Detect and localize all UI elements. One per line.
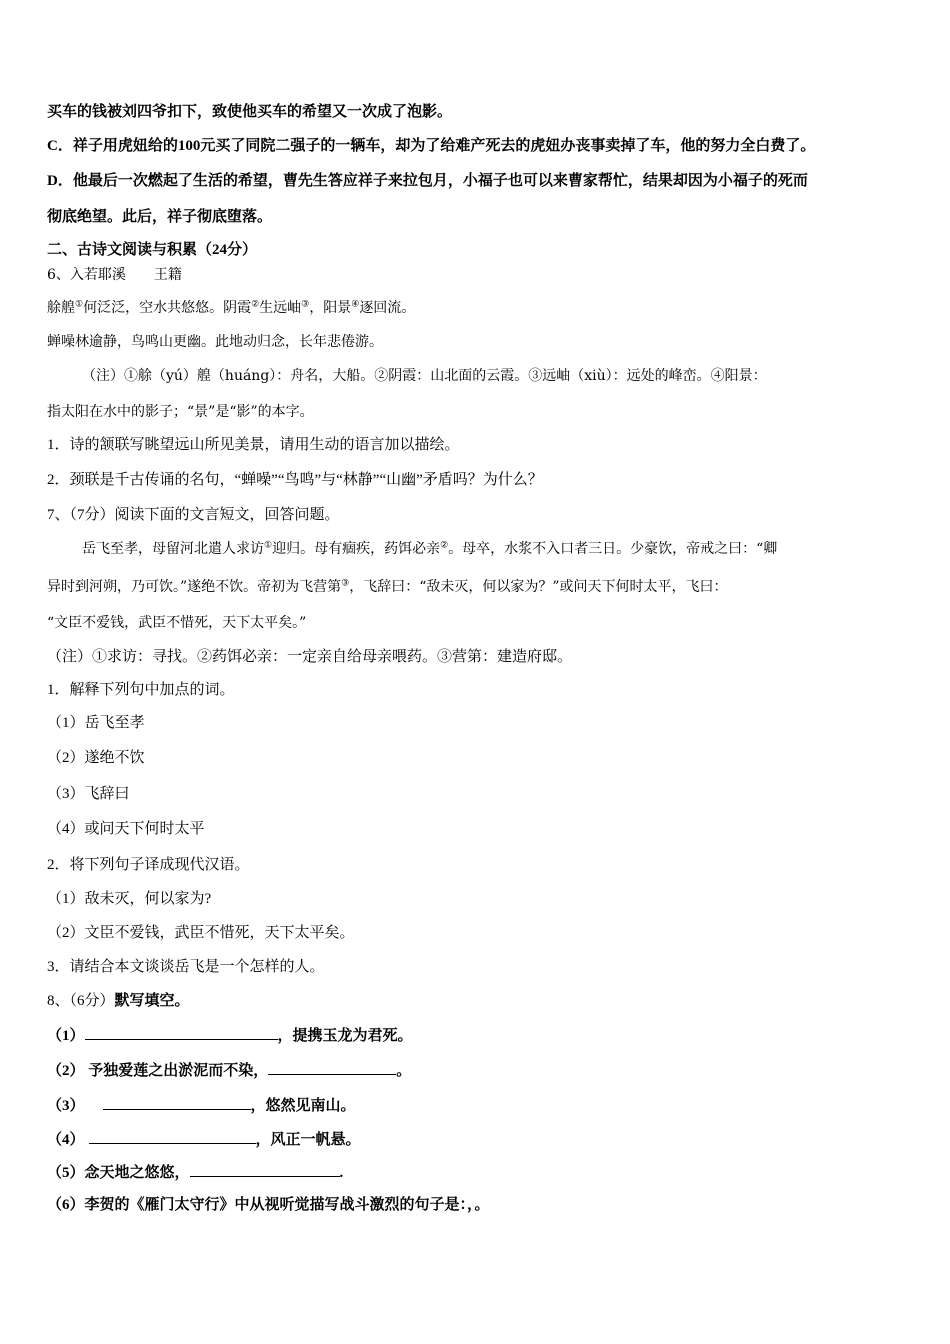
q7-title: 7、（7分）阅读下面的文言短文，回答问题。: [47, 507, 340, 523]
q6-question1: 1．诗的颔联写眺望远山所见美景，请用生动的语言加以描绘。: [47, 437, 460, 453]
q7-q1-item: （1）岳飞至孝: [47, 715, 145, 731]
q8-item1: （1） ，提携玉龙为君死。: [47, 1024, 413, 1046]
q7-passage-line1: 岳飞至孝，母留河北遣人求访①迎归。母有痼疾，药饵必亲②。母卒，水浆不入口者三日。少豪饮，帝戒之曰：“卿: [82, 540, 778, 557]
q7-question1: 1．解释下列句中加点的词。: [47, 682, 235, 698]
q6-question2: 2．颈联是千古传诵的名句，“蝉噪”“鸟鸣”与“林静”“山幽”矛盾吗？为什么？: [47, 472, 543, 488]
q8-item3: （3） ，悠然见南山。: [47, 1094, 356, 1116]
q7-q1-item: （4）或问天下何时太平: [47, 821, 205, 837]
q6-poem-line1: 艅艎①何泛泛，空水共悠悠。阴霞②生远岫③，阳景④逐回流。: [47, 299, 416, 316]
answer-blank[interactable]: [190, 1161, 340, 1177]
q7-question2: 2．将下列句子译成现代汉语。: [47, 857, 250, 873]
q7-q1-item: （3）飞辞曰: [47, 786, 130, 802]
option-d-line2: 彻底绝望。此后，祥子彻底堕落。: [47, 209, 273, 225]
option-d-line1: D．他最后一次燃起了生活的希望，曹先生答应祥子来拉包月，小福子也可以来曹家帮忙，结果却因为小福子的死而: [47, 173, 808, 189]
q7-q2-item: （1）敌未灭，何以家为?: [47, 891, 212, 907]
answer-blank[interactable]: [89, 1128, 256, 1144]
q8-item2: （2） 予独爱莲之出淤泥而不染， 。: [47, 1059, 411, 1081]
answer-blank[interactable]: [268, 1059, 396, 1075]
option-b-continuation: 买车的钱被刘四爷扣下，致使他买车的希望又一次成了泡影。: [47, 104, 453, 120]
q7-question3: 3．请结合本文谈谈岳飞是一个怎样的人。: [47, 959, 325, 975]
q8-title: 8、（6分）默写填空。: [47, 993, 190, 1009]
q8-item4: （4） ，风正一帆悬。: [47, 1128, 361, 1150]
q6-title: 6、入若耶溪 王籍: [47, 267, 182, 283]
option-c: C．祥子用虎妞给的100元买了同院二强子的一辆车，却为了给难产死去的虎妞办丧事卖掉了车，他的努力全白费了。: [47, 138, 816, 154]
q8-item6: （6）李贺的《雁门太守行》中从视听觉描写战斗激烈的句子是：，。: [47, 1197, 490, 1213]
q8-item5: （5）念天地之悠悠， .: [47, 1161, 343, 1183]
q6-note-line2: 指太阳在水中的影子；“景”是“影”的本字。: [47, 404, 314, 420]
answer-blank[interactable]: [103, 1094, 251, 1110]
section-heading: 二、古诗文阅读与积累（24分）: [47, 242, 258, 258]
q6-note-line1: （注）①艅（yú）艎（huáng）：舟名，大船。②阴霞：山北面的云霞。③远岫（xiù）：远处的峰峦。④阳景：: [82, 368, 767, 384]
q6-poem-line2: 蝉噪林逾静，鸟鸣山更幽。此地动归念，长年悲倦游。: [47, 334, 383, 350]
q7-q1-item: （2）遂绝不饮: [47, 750, 145, 766]
q7-passage-line2: 异时到河朔，乃可饮。”遂绝不饮。帝初为飞营第③，飞辞曰：“敌未灭，何以家为？”或问天下何时太平，飞曰：: [47, 578, 728, 595]
answer-blank[interactable]: [85, 1024, 278, 1040]
q7-note: （注）①求访：寻找。②药饵必亲：一定亲自给母亲喂药。③营第：建造府邸。: [47, 649, 573, 665]
q7-q2-item: （2）文臣不爱钱，武臣不惜死，天下太平矣。: [47, 925, 355, 941]
q7-passage-line3: “文臣不爱钱，武臣不惜死，天下太平矣。”: [47, 615, 307, 631]
